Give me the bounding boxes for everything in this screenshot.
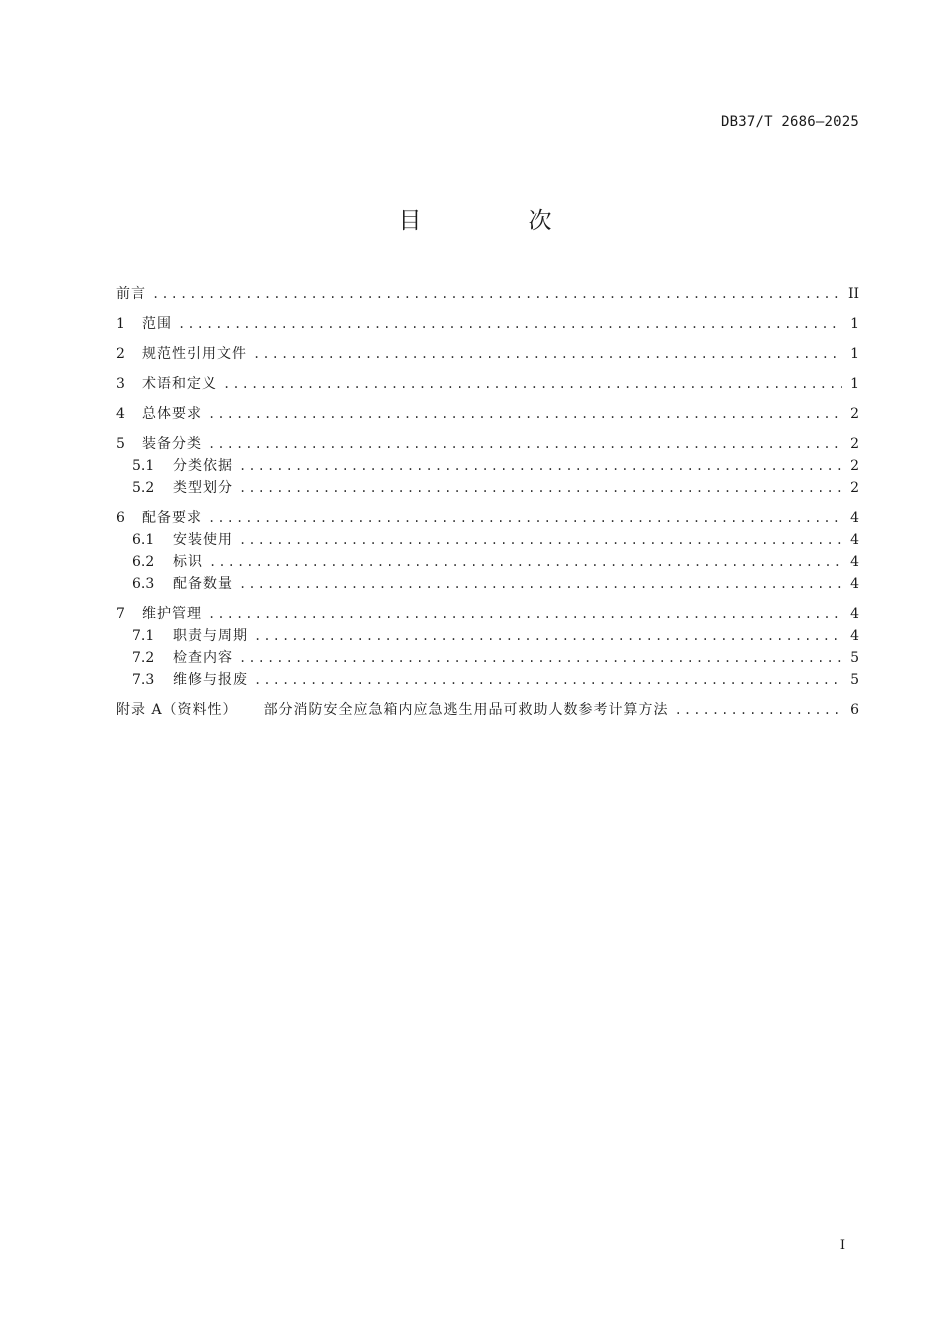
toc-entry-number: 3 <box>116 376 125 392</box>
toc-entry-number: 6.2 <box>132 554 155 570</box>
toc-dot-leader <box>208 403 842 425</box>
toc-entry-configuration-requirements[interactable] <box>116 507 859 529</box>
toc-entry-number: 7 <box>116 606 125 622</box>
toc-entry-number: 7.1 <box>132 628 155 644</box>
document-code: DB37/T 2686—2025 <box>720 114 859 130</box>
toc-entry-page: 4 <box>850 510 859 526</box>
toc-entry-label: 规范性引用文件 <box>142 346 247 362</box>
toc-dot-leader <box>254 669 842 691</box>
toc-entry-page: 1 <box>850 346 859 362</box>
toc-entry-label: 总体要求 <box>142 406 202 422</box>
toc-entry-label: 类型划分 <box>173 480 233 496</box>
toc-entry-label: 职责与周期 <box>173 628 248 644</box>
page-number: I <box>839 1238 845 1253</box>
toc-entry-classification-basis[interactable] <box>116 455 859 477</box>
toc-entry-label: 装备分类 <box>142 436 202 452</box>
toc-entry-responsibility-cycle[interactable] <box>116 625 859 647</box>
toc-entry-marking[interactable] <box>116 551 859 573</box>
toc-entry-page: 4 <box>850 606 859 622</box>
toc-entry-installation-use[interactable] <box>116 529 859 551</box>
toc-entry-terms-definitions[interactable] <box>116 373 859 395</box>
toc-entry-page: 1 <box>850 376 859 392</box>
toc-entry-page: 6 <box>850 702 859 718</box>
toc-entry-page: 4 <box>850 532 859 548</box>
toc-entry-number: 5.1 <box>132 458 155 474</box>
page-title: 目 次 <box>398 208 594 234</box>
toc-entry-page: 5 <box>850 672 859 688</box>
toc-entry-repair-scrapping[interactable] <box>116 669 859 691</box>
toc-entry-page: 2 <box>850 480 859 496</box>
toc-entry-type-division[interactable] <box>116 477 859 499</box>
toc-entry-label: 标识 <box>173 554 203 570</box>
toc-entry-page: 5 <box>850 650 859 666</box>
toc-entry-label: 配备数量 <box>173 576 233 592</box>
toc-entry-appendix-a[interactable] <box>116 699 859 721</box>
toc-entry-maintenance-management[interactable] <box>116 603 859 625</box>
toc-entry-number: 2 <box>116 346 125 362</box>
toc-entry-page: 2 <box>850 458 859 474</box>
toc-dot-leader <box>208 433 842 455</box>
toc-entry-label: 维修与报废 <box>173 672 248 688</box>
toc-entry-scope[interactable] <box>116 313 859 335</box>
toc-dot-leader <box>239 529 842 551</box>
toc-dot-leader <box>675 699 843 721</box>
toc-entry-configuration-quantity[interactable] <box>116 573 859 595</box>
toc-entry-number: 6.1 <box>132 532 155 548</box>
table-of-contents <box>116 283 859 721</box>
toc-entry-general-requirements[interactable] <box>116 403 859 425</box>
toc-entry-label: 前言 <box>116 286 146 302</box>
toc-entry-page: 1 <box>850 316 859 332</box>
toc-entry-equipment-classification[interactable] <box>116 433 859 455</box>
toc-entry-label: 检查内容 <box>173 650 233 666</box>
toc-dot-leader <box>239 455 842 477</box>
toc-dot-leader <box>239 477 842 499</box>
toc-entry-page: 4 <box>850 628 859 644</box>
toc-entry-label: 配备要求 <box>142 510 202 526</box>
toc-entry-page: 2 <box>850 406 859 422</box>
toc-entry-number: 5.2 <box>132 480 155 496</box>
toc-dot-leader <box>208 603 842 625</box>
toc-entry-number: 5 <box>116 436 125 452</box>
toc-entry-inspection-content[interactable] <box>116 647 859 669</box>
toc-entry-page: 4 <box>850 554 859 570</box>
toc-dot-leader <box>254 625 842 647</box>
toc-dot-leader <box>209 551 842 573</box>
toc-dot-leader <box>152 283 840 305</box>
toc-entry-number: 1 <box>116 316 125 332</box>
toc-entry-label: 分类依据 <box>173 458 233 474</box>
toc-dot-leader <box>178 313 842 335</box>
toc-entry-number: 7.3 <box>132 672 155 688</box>
toc-entry-normative-references[interactable] <box>116 343 859 365</box>
toc-entry-label: 维护管理 <box>142 606 202 622</box>
toc-entry-label: 术语和定义 <box>142 376 217 392</box>
toc-dot-leader <box>223 373 842 395</box>
toc-dot-leader <box>239 573 842 595</box>
toc-entry-page: 2 <box>850 436 859 452</box>
toc-entry-page: II <box>847 286 859 302</box>
toc-entry-label: 范围 <box>142 316 172 332</box>
toc-entry-number: 4 <box>116 406 125 422</box>
toc-entry-label: 安装使用 <box>173 532 233 548</box>
toc-dot-leader <box>239 647 842 669</box>
toc-entry-number: 6.3 <box>132 576 155 592</box>
toc-entry-foreword[interactable] <box>116 283 859 305</box>
toc-dot-leader <box>253 343 842 365</box>
toc-appendix-description: 部分消防安全应急箱内应急逃生用品可救助人数参考计算方法 <box>263 702 669 718</box>
toc-entry-page: 4 <box>850 576 859 592</box>
toc-entry-number: 7.2 <box>132 650 155 666</box>
toc-entry-number: 6 <box>116 510 125 526</box>
toc-appendix-label: 附录 A（资料性） <box>116 702 238 718</box>
toc-dot-leader <box>208 507 842 529</box>
